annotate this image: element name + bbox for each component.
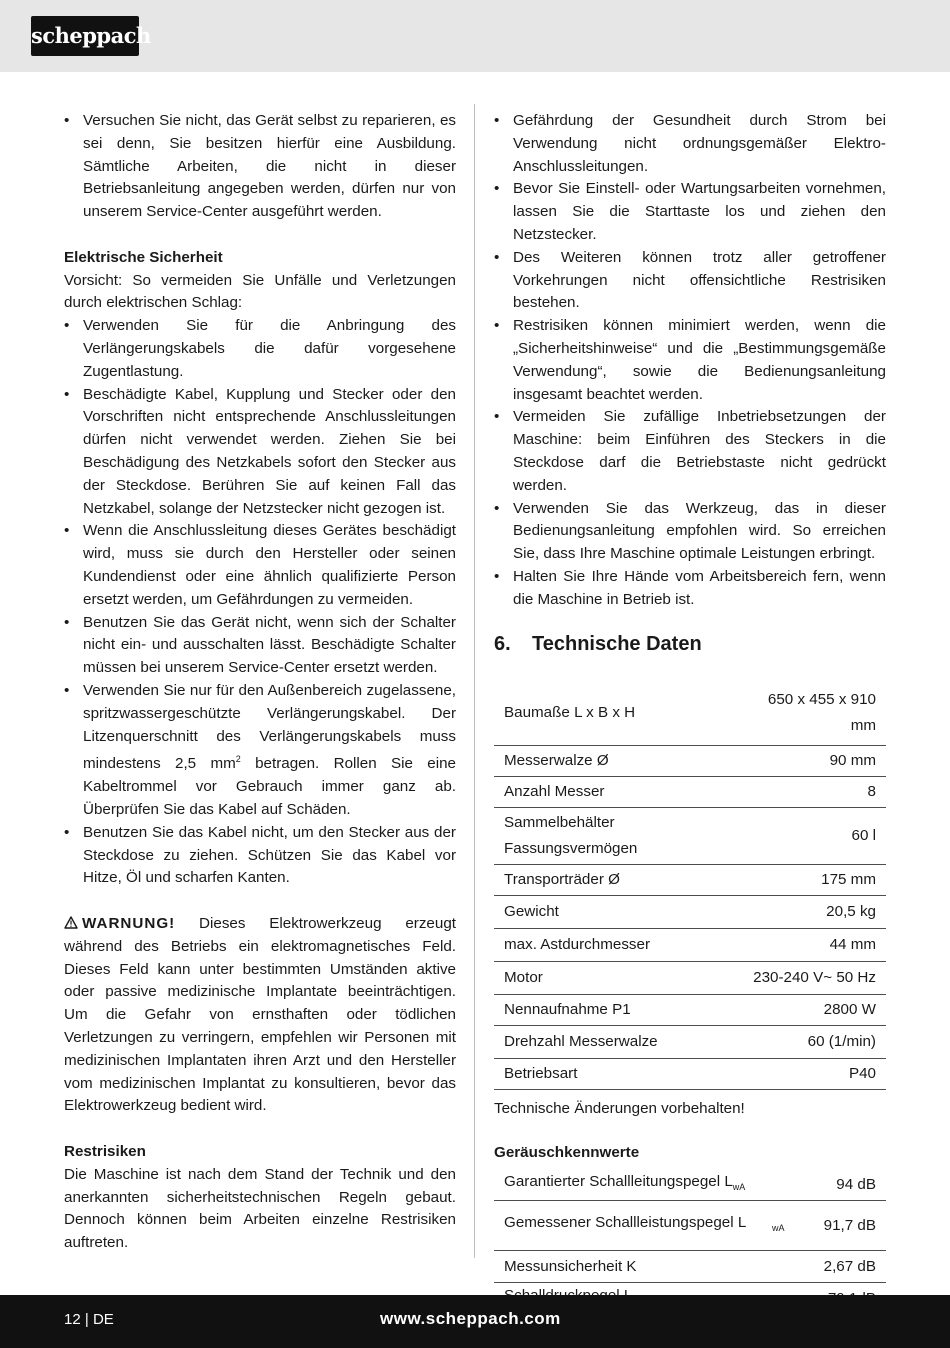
left-column (64, 110, 456, 1255)
list-item: • Bevor Sie Einstell- oder Wartungsarbeiten vornehmen, lassen Sie die Starttaste los und ziehen den Netzstecker. (494, 178, 886, 246)
electric-bullet-list (64, 315, 456, 890)
noise-key: Gemessener Schallleistungspegel L $_{wA}$ (494, 1201, 817, 1251)
spec-value: 60 l (716, 808, 886, 865)
spec-value: 90 mm (716, 746, 886, 777)
spec-key: Transporträder Ø (494, 865, 716, 896)
noise-key: Messunsicherheit K (494, 1251, 817, 1283)
table-row (494, 1201, 886, 1251)
spec-value: 230-240 V~ 50 Hz (716, 962, 886, 995)
noise-value: 91,7 dB (817, 1201, 886, 1251)
table-row (494, 1059, 886, 1090)
table-row (494, 777, 886, 808)
noise-value: 94 dB (817, 1169, 886, 1201)
section-heading (494, 630, 886, 658)
table-row (494, 1169, 886, 1201)
website-link[interactable]: www.scheppach.com (380, 1309, 561, 1328)
risk-bullet-list (494, 110, 886, 612)
section-title: Technische Daten (532, 632, 702, 655)
list-item: • Beschädigte Kabel, Kupplung und Stecker oder den Vorschriften nicht entsprechende Anschlussleitungen dürfen nicht verwendet werden. Ziehen Sie bei Beschädigung des Netzkabels sofort den Stecker aus der Steckdose. Berühren Sie auf keinen Fall das Netzkabel, solange der Netzstecker nicht gezogen ist. (64, 384, 456, 521)
spec-key: Messerwalze Ø (494, 746, 716, 777)
page-header (0, 0, 950, 72)
list-item: • Des Weiteren können trotz aller getroffener Vorkehrungen nicht offensichtliche Restrisiken bestehen. (494, 247, 886, 315)
right-column (494, 110, 886, 1315)
table-row (494, 995, 886, 1026)
table-row (494, 1026, 886, 1059)
spec-key: Sammelbehälter Fassungsvermögen (494, 808, 716, 865)
spec-value: 60 (1/min) (716, 1026, 886, 1059)
spec-value: 44 mm (716, 929, 886, 962)
list-item: • Benutzen Sie das Kabel nicht, um den Stecker aus der Steckdose zu ziehen. Schützen Sie das Kabel vor Hitze, Öl und scharfen Kanten. (64, 822, 456, 890)
spec-key: max. Astdurchmesser (494, 929, 716, 962)
spec-value: 20,5 kg (716, 896, 886, 929)
list-item: • Vermeiden Sie zufällige Inbetriebsetzungen der Maschine: beim Einführen des Steckers in die Steckdose darf die Betriebstaste nicht gedrückt werden. (494, 406, 886, 497)
table-row (494, 929, 886, 962)
table-row (494, 962, 886, 995)
spec-value: 8 (716, 777, 886, 808)
table-row (494, 896, 886, 929)
residual-risks-text: Die Maschine ist nach dem Stand der Technik und den anerkannten sicherheitstechnischen Regeln gebaut. Dennoch können beim Arbeiten einzelne Restrisiken auftreten. (64, 1165, 456, 1252)
spec-value: P40 (716, 1059, 886, 1090)
warning-paragraph (64, 913, 456, 1118)
list-item: • Wenn die Anschlussleitung dieses Gerätes beschädigt wird, muss sie durch den Hersteller oder seinen Kundendienst oder eine ähnlich qualifizierte Person ersetzt werden, um Gefährdungen zu vermeiden. (64, 520, 456, 611)
list-item: • Verwenden Sie das Werkzeug, das in dieser Bedienungsanleitung empfohlen wird. So erreichen Sie, dass Ihre Maschine optimale Leistungen erbringt. (494, 498, 886, 566)
list-item: • Halten Sie Ihre Hände vom Arbeitsbereich fern, wenn die Maschine in Betrieb ist. (494, 566, 886, 612)
page-footer (0, 1295, 950, 1348)
table-row (494, 746, 886, 777)
list-item: • Verwenden Sie nur für den Außenbereich zugelassene, spritzwassergeschützte Verlängerungskabel. Der Litzenquerschnitt des Verlängerungskabels muss mindestens 2,5 $mm^2$ betragen. Rollen Sie eine Kabeltrommel vor Gebrauch immer ganz ab. Überprüfen Sie das Kabel auf Schäden. (64, 680, 456, 822)
table-row (494, 682, 886, 746)
page-number: 12 | DE (64, 1311, 114, 1328)
table-row (494, 865, 886, 896)
table-row (494, 1251, 886, 1283)
table-row (494, 808, 886, 865)
noise-key: Garantierter Schallleitungspegel $L_{wA}$ (494, 1169, 817, 1201)
technical-changes-note: Technische Änderungen vorbehalten! (494, 1100, 745, 1118)
list-item: • Restrisiken können minimiert werden, wenn die „Sicherheitshinweise“ und die „Bestimmungsgemäße Verwendung“, sowie die Bedienungsanleitung insgesamt beachtet werden. (494, 315, 886, 406)
electric-safety-heading: Elektrische Sicherheit (64, 248, 223, 266)
spec-key: Nennaufnahme P1 (494, 995, 716, 1026)
spec-value: 2800 W (716, 995, 886, 1026)
spec-value: 175 mm (716, 865, 886, 896)
warning-text: Dieses Elektrowerkzeug erzeugt während des Betriebs ein elektromagnetisches Feld. Dieses Feld kann unter bestimmten Umständen aktive oder passive medizinische Implantate beeinträchtigen. Um die Gefahr von ernsthaften oder tödlichen Verletzungen zu verringern, empfehlen wir Personen mit medizinischen Implantaten ihren Arzt und den Hersteller vom medizinischen Implantat zu konsultieren, bevor das Elektrowerkzeug bedient wird. (64, 914, 456, 1115)
technical-data-table (494, 682, 886, 1091)
spec-key: Anzahl Messer (494, 777, 716, 808)
scheppach-logo: scheppach (31, 16, 139, 56)
list-item: • Verwenden Sie für die Anbringung des Verlängerungskabels die dafür vorgesehene Zugentlastung. (64, 315, 456, 383)
spec-value: 650 x 455 x 910 mm (716, 682, 886, 746)
spec-key: Betriebsart (494, 1059, 716, 1090)
spec-key: Gewicht (494, 896, 716, 929)
spec-key: Motor (494, 962, 716, 995)
noise-values-heading: Geräuschkennwerte (494, 1144, 640, 1162)
noise-value: 2,67 dB (817, 1251, 886, 1283)
intro-bullet-list (64, 110, 456, 224)
noise-values-table (494, 1169, 886, 1316)
warning-label: WARNUNG! (82, 914, 176, 932)
spec-key: Baumaße L x B x H (494, 682, 716, 746)
list-item: • Versuchen Sie nicht, das Gerät selbst zu reparieren, es sei denn, Sie besitzen hierfür eine Ausbildung. Sämtliche Arbeiten, die nicht in dieser Betriebsanleitung angegeben werden, dürfen nur von unserem Service-Center ausgeführt werden. (64, 110, 456, 224)
section-number: 6. (494, 632, 511, 655)
residual-risks-heading: Restrisiken (64, 1142, 146, 1160)
list-item: • Benutzen Sie das Gerät nicht, wenn sich der Schalter nicht ein- und ausschalten lässt. Beschädigte Schalter müssen bei unserem Service-Center ersetzt werden. (64, 612, 456, 680)
column-divider (474, 104, 475, 1258)
spec-key: Drehzahl Messerwalze (494, 1026, 716, 1059)
list-item: • Gefährdung der Gesundheit durch Strom bei Verwendung nicht ordnungsgemäßer Elektro-Anschlussleitungen. (494, 110, 886, 178)
electric-safety-intro: Vorsicht: So vermeiden Sie Unfälle und Verletzungen durch elektrischen Schlag: (64, 271, 456, 312)
warning-triangle-icon (64, 913, 82, 936)
